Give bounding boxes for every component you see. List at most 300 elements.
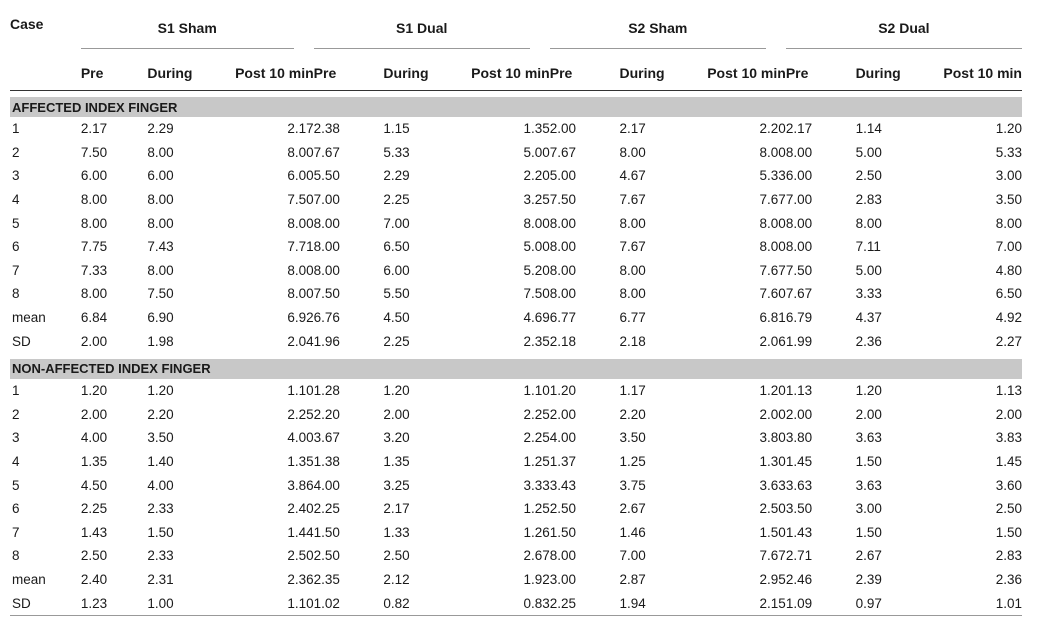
value-cell: 3.25 (383, 477, 410, 493)
value-cell: 4.50 (383, 310, 410, 326)
value-cell: 2.83 (995, 548, 1022, 564)
value-cell: 7.50 (549, 192, 577, 208)
value-cell: 2.50 (80, 548, 108, 564)
subheader-row (10, 56, 1022, 91)
value-cell: 3.60 (995, 477, 1022, 493)
value-cell: 3.00 (549, 571, 577, 587)
value-cell: 2.71 (785, 548, 813, 564)
value-cell: 2.18 (619, 333, 646, 349)
value-cell: 1.25 (523, 501, 550, 517)
value-cell: 7.67 (759, 262, 786, 278)
value-cell: 3.33 (523, 477, 550, 493)
value-cell: 8.00 (287, 215, 314, 231)
value-cell: 8.00 (995, 215, 1022, 231)
table-row (10, 473, 1022, 497)
row-label-cell: mean (12, 310, 46, 326)
value-cell: 2.36 (995, 571, 1022, 587)
row-label-cell: mean (12, 571, 46, 587)
value-cell: 1.37 (549, 454, 577, 470)
value-cell: 8.00 (147, 192, 174, 208)
value-cell: 7.50 (313, 286, 340, 302)
value-cell: 5.00 (523, 239, 550, 255)
value-cell: 3.83 (995, 430, 1022, 446)
value-cell: 1.50 (147, 524, 174, 540)
value-cell: 3.63 (785, 477, 813, 493)
value-cell: 8.00 (313, 262, 340, 278)
value-cell: 8.00 (785, 239, 813, 255)
value-cell: 6.50 (995, 286, 1022, 302)
table-row (10, 259, 1022, 283)
value-cell: 4.00 (147, 477, 174, 493)
value-cell: 2.00 (549, 121, 577, 137)
value-cell: 3.63 (855, 477, 882, 493)
value-cell: 2.35 (523, 333, 550, 349)
table-row (10, 141, 1022, 165)
value-cell: 1.45 (995, 454, 1022, 470)
value-cell: 4.00 (287, 430, 314, 446)
value-cell: 1.10 (523, 383, 550, 399)
value-cell: 8.00 (855, 215, 882, 231)
row-label-cell: 7 (12, 524, 20, 540)
value-cell: 1.30 (759, 454, 786, 470)
value-cell: 1.14 (855, 121, 882, 137)
value-cell: 8.00 (147, 262, 174, 278)
value-cell: 2.00 (80, 333, 108, 349)
row-label-cell: 4 (12, 192, 20, 208)
value-cell: 7.11 (855, 239, 881, 255)
value-cell: 6.00 (785, 168, 813, 184)
value-cell: 4.00 (549, 430, 577, 446)
value-cell: 1.50 (759, 524, 786, 540)
group-label: S2 Dual (786, 8, 1022, 49)
row-label-cell: 3 (12, 430, 20, 446)
value-cell: 3.00 (995, 168, 1022, 184)
value-cell: 4.92 (995, 310, 1022, 326)
value-cell: 2.20 (759, 121, 786, 137)
value-cell: 7.50 (287, 192, 314, 208)
value-cell: 1.35 (523, 121, 550, 137)
value-cell: 3.50 (619, 430, 646, 446)
value-cell: 2.50 (287, 548, 314, 564)
value-cell: 1.20 (383, 383, 410, 399)
value-cell: 8.00 (147, 144, 174, 160)
value-cell: 8.00 (147, 215, 174, 231)
value-cell: 3.43 (549, 477, 577, 493)
subheader-pre: Pre (314, 56, 384, 91)
group-header-s1-sham (81, 0, 314, 56)
value-cell: 7.67 (619, 239, 646, 255)
table-row (10, 117, 1022, 141)
subheader-pre: Pre (81, 56, 148, 91)
row-label-cell: 2 (12, 406, 20, 422)
subheader-during: During (856, 56, 938, 91)
value-cell: 5.00 (855, 144, 882, 160)
value-cell: 8.00 (80, 215, 108, 231)
section-title: NON-AFFECTED INDEX FINGER (10, 359, 1022, 379)
table-row (10, 164, 1022, 188)
value-cell: 1.13 (995, 383, 1022, 399)
value-cell: 1.28 (313, 383, 340, 399)
value-cell: 8.00 (80, 192, 108, 208)
value-cell: 6.81 (759, 310, 786, 326)
value-cell: 8.00 (287, 286, 314, 302)
value-cell: 4.50 (80, 477, 108, 493)
value-cell: 8.00 (619, 144, 646, 160)
value-cell: 8.00 (549, 548, 577, 564)
value-cell: 2.40 (287, 501, 314, 517)
value-cell: 2.20 (619, 406, 646, 422)
value-cell: 1.44 (287, 524, 314, 540)
value-cell: 2.12 (383, 571, 410, 587)
value-cell: 1.23 (81, 591, 148, 615)
row-label-cell: 5 (12, 477, 20, 493)
value-cell: 2.17 (785, 121, 813, 137)
value-cell: 4.67 (619, 168, 646, 184)
value-cell: 2.67 (855, 548, 882, 564)
value-cell: 6.92 (287, 310, 314, 326)
value-cell: 2.27 (995, 333, 1022, 349)
value-cell: 7.00 (619, 548, 646, 564)
row-label-cell: 7 (12, 262, 20, 278)
group-label: S1 Sham (81, 8, 294, 49)
value-cell: 7.00 (785, 192, 813, 208)
value-cell: 2.25 (383, 192, 410, 208)
value-cell: 5.00 (523, 144, 550, 160)
value-cell: 8.00 (287, 262, 314, 278)
value-cell: 2.50 (383, 548, 410, 564)
value-cell: 7.75 (80, 239, 108, 255)
value-cell: 2.31 (147, 571, 174, 587)
value-cell: 7.43 (147, 239, 174, 255)
value-cell: 8.00 (287, 144, 314, 160)
value-cell: 2.38 (313, 121, 340, 137)
value-cell: 2.00 (995, 406, 1022, 422)
value-cell: 1.35 (287, 454, 314, 470)
value-cell: 3.50 (785, 501, 813, 517)
table-row (10, 521, 1022, 545)
row-label-cell: 2 (12, 144, 20, 160)
value-cell: 6.00 (80, 168, 108, 184)
value-cell: 2.50 (549, 501, 577, 517)
value-cell: 1.50 (549, 524, 577, 540)
row-label-cell: 5 (12, 215, 20, 231)
value-cell: 2.17 (287, 121, 314, 137)
value-cell: 1.43 (80, 524, 108, 540)
value-cell: 5.00 (549, 168, 577, 184)
value-cell: 1.20 (759, 383, 786, 399)
value-cell: 6.00 (147, 168, 174, 184)
value-cell: 2.20 (523, 168, 550, 184)
value-cell: 1.35 (80, 454, 108, 470)
subheader-pre: Pre (550, 56, 620, 91)
value-cell: 8.00 (759, 239, 786, 255)
table-row (10, 235, 1022, 259)
value-cell: 5.50 (313, 168, 340, 184)
value-cell: 1.94 (619, 591, 701, 615)
subheader-post: Post 10 min (465, 56, 550, 91)
value-cell: 8.00 (619, 286, 646, 302)
value-cell: 3.00 (855, 501, 882, 517)
value-cell: 6.00 (383, 262, 410, 278)
value-cell: 1.25 (619, 454, 646, 470)
value-cell: 1.96 (313, 333, 340, 349)
value-cell: 5.00 (855, 262, 882, 278)
value-cell: 1.00 (147, 591, 229, 615)
row-label-cell: 8 (12, 286, 20, 302)
value-cell: 1.46 (619, 524, 646, 540)
value-cell: 5.50 (383, 286, 410, 302)
table-body (10, 91, 1022, 616)
group-label: S2 Sham (550, 8, 766, 49)
value-cell: 2.33 (147, 548, 174, 564)
value-cell: 2.67 (619, 501, 646, 517)
value-cell: 2.50 (759, 501, 786, 517)
value-cell: 3.67 (313, 430, 340, 446)
value-cell: 0.97 (856, 591, 938, 615)
value-cell: 1.50 (313, 524, 340, 540)
value-cell: 2.20 (313, 406, 340, 422)
value-cell: 3.50 (995, 192, 1022, 208)
value-cell: 1.20 (147, 383, 174, 399)
value-cell: 8.00 (785, 144, 813, 160)
value-cell: 6.50 (383, 239, 410, 255)
value-cell: 7.00 (383, 215, 410, 231)
value-cell: 0.83 (465, 591, 550, 615)
value-cell: 2.25 (287, 406, 314, 422)
subheader-post: Post 10 min (229, 56, 314, 91)
row-label-cell: 1 (12, 121, 20, 137)
row-label-cell: SD (10, 591, 81, 615)
value-cell: 2.00 (383, 406, 410, 422)
value-cell: 1.10 (229, 591, 314, 615)
value-cell: 2.00 (80, 406, 108, 422)
value-cell: 8.00 (785, 215, 813, 231)
table-row (10, 211, 1022, 235)
value-cell: 7.71 (287, 239, 314, 255)
value-cell: 1.50 (855, 454, 882, 470)
value-cell: 2.17 (383, 501, 410, 517)
value-cell: 1.20 (80, 383, 108, 399)
value-cell: 2.29 (383, 168, 410, 184)
value-cell: 1.17 (619, 383, 646, 399)
value-cell: 2.00 (855, 406, 882, 422)
value-cell: 6.84 (80, 310, 108, 326)
table-row (10, 591, 1022, 615)
row-label-cell: 3 (12, 168, 20, 184)
value-cell: 8.00 (313, 215, 340, 231)
value-cell: 7.50 (80, 144, 108, 160)
section-header-row (10, 359, 1022, 379)
value-cell: 8.00 (549, 215, 577, 231)
value-cell: 1.09 (786, 591, 856, 615)
value-cell: 8.00 (759, 144, 786, 160)
value-cell: 2.00 (549, 406, 577, 422)
value-cell: 6.77 (619, 310, 646, 326)
value-cell: 3.25 (523, 192, 550, 208)
value-cell: 2.50 (855, 168, 882, 184)
subheader-post: Post 10 min (937, 56, 1022, 91)
value-cell: 4.80 (995, 262, 1022, 278)
value-cell: 1.02 (314, 591, 384, 615)
value-cell: 1.38 (313, 454, 340, 470)
value-cell: 1.10 (287, 383, 314, 399)
value-cell: 2.29 (147, 121, 174, 137)
value-cell: 7.67 (619, 192, 646, 208)
value-cell: 3.63 (759, 477, 786, 493)
value-cell: 2.83 (855, 192, 882, 208)
value-cell: 1.20 (995, 121, 1022, 137)
value-cell: 1.99 (785, 333, 813, 349)
section-header-row (10, 97, 1022, 117)
row-label-cell: 6 (12, 501, 20, 517)
table-row (10, 403, 1022, 427)
value-cell: 6.00 (287, 168, 314, 184)
value-cell: 2.25 (383, 333, 410, 349)
value-cell: 5.33 (995, 144, 1022, 160)
value-cell: 7.00 (995, 239, 1022, 255)
value-cell: 1.20 (855, 383, 882, 399)
group-header-s2-dual (786, 0, 1022, 56)
value-cell: 1.50 (855, 524, 882, 540)
case-header: Case (10, 16, 44, 32)
value-cell: 2.67 (523, 548, 550, 564)
section-title: AFFECTED INDEX FINGER (10, 97, 1022, 117)
value-cell: 2.25 (550, 591, 620, 615)
value-cell: 1.33 (383, 524, 410, 540)
value-cell: 6.77 (549, 310, 577, 326)
table-row (10, 544, 1022, 568)
value-cell: 8.00 (549, 286, 577, 302)
value-cell: 1.13 (785, 383, 813, 399)
value-cell: 2.25 (523, 406, 550, 422)
value-cell: 1.45 (785, 454, 813, 470)
value-cell: 1.50 (995, 524, 1022, 540)
group-header-row (10, 0, 1022, 56)
value-cell: 7.60 (759, 286, 786, 302)
table-row (10, 282, 1022, 306)
group-header-s1-dual (314, 0, 550, 56)
table-row (10, 568, 1022, 592)
value-cell: 8.00 (619, 215, 646, 231)
value-cell: 8.00 (619, 262, 646, 278)
value-cell: 1.01 (937, 591, 1022, 615)
value-cell: 4.00 (313, 477, 340, 493)
value-cell: 1.92 (523, 571, 550, 587)
value-cell: 2.39 (855, 571, 882, 587)
value-cell: 2.46 (785, 571, 813, 587)
subheader-during: During (383, 56, 465, 91)
value-cell: 2.20 (147, 406, 174, 422)
value-cell: 8.00 (313, 239, 340, 255)
value-cell: 2.35 (313, 571, 340, 587)
group-label: S1 Dual (314, 8, 530, 49)
value-cell: 1.35 (383, 454, 410, 470)
value-cell: 3.50 (147, 430, 174, 446)
value-cell: 2.87 (619, 571, 646, 587)
value-cell: 7.00 (313, 192, 340, 208)
value-cell: 2.04 (287, 333, 314, 349)
value-cell: 2.17 (80, 121, 108, 137)
table-row (10, 450, 1022, 474)
subheader-during: During (147, 56, 229, 91)
value-cell: 2.50 (313, 548, 340, 564)
group-header-s2-sham (550, 0, 786, 56)
value-cell: 3.20 (383, 430, 410, 446)
value-cell: 3.75 (619, 477, 646, 493)
value-cell: 7.67 (313, 144, 340, 160)
row-label-cell: 4 (12, 454, 20, 470)
value-cell: 7.67 (759, 192, 786, 208)
value-cell: 7.67 (785, 286, 813, 302)
table-row (10, 497, 1022, 521)
value-cell: 2.40 (80, 571, 108, 587)
value-cell: 4.00 (80, 430, 108, 446)
value-cell: 8.00 (523, 215, 550, 231)
value-cell: 7.33 (80, 262, 108, 278)
value-cell: 1.43 (785, 524, 813, 540)
value-cell: 2.50 (995, 501, 1022, 517)
value-cell: 4.37 (855, 310, 882, 326)
value-cell: 4.69 (523, 310, 550, 326)
value-cell: 1.25 (523, 454, 550, 470)
value-cell: 8.00 (759, 215, 786, 231)
value-cell: 3.80 (785, 430, 813, 446)
value-cell: 3.63 (855, 430, 882, 446)
row-label-cell: 6 (12, 239, 20, 255)
value-cell: 1.40 (147, 454, 174, 470)
value-cell: 2.00 (785, 406, 813, 422)
value-cell: 6.79 (785, 310, 813, 326)
subheader-pre: Pre (786, 56, 856, 91)
table-row (10, 426, 1022, 450)
value-cell: 5.33 (759, 168, 786, 184)
value-cell: 5.33 (383, 144, 410, 160)
table-header (10, 0, 1022, 91)
value-cell: 7.50 (523, 286, 550, 302)
value-cell: 2.25 (523, 430, 550, 446)
value-cell: 2.17 (619, 121, 646, 137)
subheader-during: During (619, 56, 701, 91)
value-cell: 6.90 (147, 310, 174, 326)
value-cell: 8.00 (549, 262, 577, 278)
value-cell: 6.76 (313, 310, 340, 326)
value-cell: 3.86 (287, 477, 314, 493)
table-row (10, 306, 1022, 330)
value-cell: 5.20 (523, 262, 550, 278)
value-cell: 3.80 (759, 430, 786, 446)
value-cell: 8.00 (80, 286, 108, 302)
value-cell: 2.33 (147, 501, 174, 517)
table-row (10, 379, 1022, 403)
row-label-cell: 1 (12, 383, 20, 399)
row-label-cell: SD (12, 333, 31, 349)
row-label-cell: 8 (12, 548, 20, 564)
table-row (10, 329, 1022, 353)
value-cell: 1.98 (147, 333, 174, 349)
data-table-container (10, 0, 1022, 616)
value-cell: 1.15 (383, 121, 410, 137)
value-cell: 7.67 (549, 144, 577, 160)
subheader-post: Post 10 min (701, 56, 786, 91)
value-cell: 1.20 (549, 383, 577, 399)
data-table (10, 0, 1022, 616)
value-cell: 2.36 (855, 333, 882, 349)
value-cell: 2.25 (313, 501, 340, 517)
value-cell: 2.36 (287, 571, 314, 587)
value-cell: 7.50 (785, 262, 813, 278)
value-cell: 2.15 (701, 591, 786, 615)
value-cell: 8.00 (549, 239, 577, 255)
